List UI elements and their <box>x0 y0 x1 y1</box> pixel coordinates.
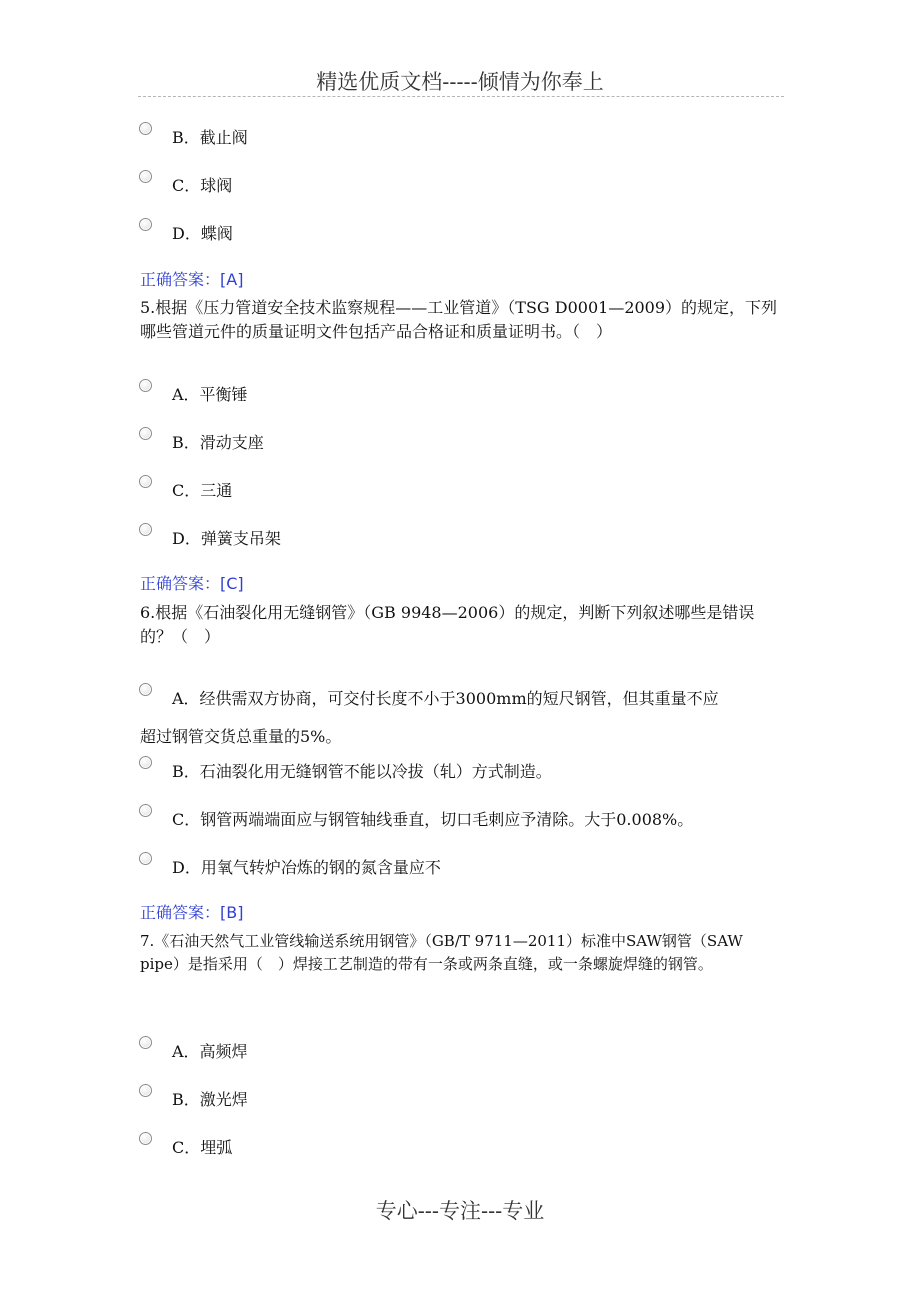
page-header: 精选优质文档-----倾情为你奉上 <box>316 70 604 94</box>
option-label: A．经供需双方协商，可交付长度不小于3000mm的短尺钢管，但其重量不应 <box>172 689 719 708</box>
option-label: B．滑动支座 <box>172 433 264 452</box>
option-label: C．三通 <box>172 481 233 500</box>
radio-icon[interactable] <box>139 804 152 817</box>
q6-option-c[interactable] <box>139 810 693 830</box>
option-label: A．平衡锤 <box>172 385 248 404</box>
radio-icon[interactable] <box>139 122 152 135</box>
q4-correct-answer: 正确答案：[A] <box>140 270 244 289</box>
q7-option-c[interactable] <box>139 1138 232 1158</box>
q6-option-d[interactable] <box>139 858 441 878</box>
option-label: B．截止阀 <box>172 128 248 147</box>
option-label: C．球阀 <box>172 176 233 195</box>
q6-option-a-continuation: 超过钢管交货总重量的5%。 <box>140 727 342 746</box>
q6-correct-answer: 正确答案：[B] <box>140 903 244 922</box>
option-label: C．钢管两端端面应与钢管轴线垂直，切口毛刺应予清除。大于0.008%。 <box>172 810 694 829</box>
radio-icon[interactable] <box>139 475 152 488</box>
option-label: D．蝶阀 <box>172 224 233 243</box>
radio-icon[interactable] <box>139 218 152 231</box>
header-divider <box>138 96 784 97</box>
q6-option-b[interactable] <box>139 762 552 782</box>
q4-option-c[interactable] <box>139 176 232 196</box>
option-label: B．石油裂化用无缝钢管不能以冷拔（轧）方式制造。 <box>172 762 552 781</box>
q5-option-a[interactable] <box>139 385 248 405</box>
q6-option-a[interactable] <box>139 689 719 709</box>
page-footer: 专心---专注---专业 <box>375 1199 545 1223</box>
radio-icon[interactable] <box>139 756 152 769</box>
q5-option-d[interactable] <box>139 529 281 549</box>
option-label: D．用氧气转炉冶炼的钢的氮含量应不 <box>172 858 441 877</box>
q5-correct-answer: 正确答案：[C] <box>140 574 244 593</box>
radio-icon[interactable] <box>139 683 152 696</box>
option-label: B．激光焊 <box>172 1090 248 1109</box>
radio-icon[interactable] <box>139 1036 152 1049</box>
radio-icon[interactable] <box>139 852 152 865</box>
q6-question-text: 6.根据《石油裂化用无缝钢管》（GB 9948—2006）的规定，判断下列叙述哪些是错误的？（ ） <box>140 603 755 646</box>
q4-option-b[interactable] <box>139 128 248 148</box>
q5-question-text: 5.根据《压力管道安全技术监察规程——工业管道》（TSG D0001—2009）的规定，下列哪些管道元件的质量证明文件包括产品合格证和质量证明书。（ ） <box>140 298 778 341</box>
option-label: D．弹簧支吊架 <box>172 529 281 548</box>
radio-icon[interactable] <box>139 427 152 440</box>
q4-option-d[interactable] <box>139 224 233 244</box>
radio-icon[interactable] <box>139 379 152 392</box>
q7-option-b[interactable] <box>139 1090 248 1110</box>
q7-question-text: 7.《石油天然气工业管线输送系统用钢管》（GB/T 9711—2011）标准中SAW钢管（SAW pipe）是指采用（ ）焊接工艺制造的带有一条或两条直缝，或一条螺旋焊缝的钢管。 <box>140 932 743 973</box>
option-label: A．高频焊 <box>172 1042 248 1061</box>
radio-icon[interactable] <box>139 523 152 536</box>
radio-icon[interactable] <box>139 1084 152 1097</box>
q7-option-a[interactable] <box>139 1042 248 1062</box>
option-label: C．埋弧 <box>172 1138 233 1157</box>
radio-icon[interactable] <box>139 170 152 183</box>
q5-option-b[interactable] <box>139 433 264 453</box>
q5-option-c[interactable] <box>139 481 232 501</box>
radio-icon[interactable] <box>139 1132 152 1145</box>
